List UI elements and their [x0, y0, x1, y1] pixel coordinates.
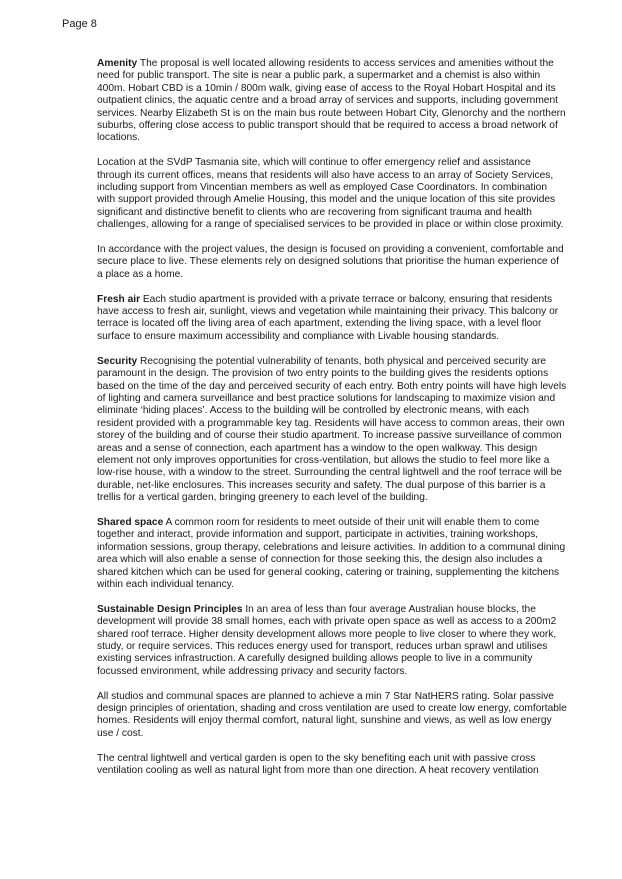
paragraph-amenity [97, 58, 567, 145]
paragraph-text: Location at the SVdP Tasmania site, which will continue to offer emergency relief and assistance through its current offices, means that residents will also have access to an array of Society Services, including support from Vincentian members as well as employed Case Coordinators. In combination with support provided through Amelie Housing, this model and the unique location of this site provides significant and distinctive benefit to clients who are recovering from significant trauma and health challenges, allowing for a range of specialised services to be provided in place or within close proximity. [97, 157, 564, 231]
paragraph-central-lightwell [97, 753, 567, 778]
paragraph-project-values [97, 244, 567, 281]
paragraph-text: In an area of less than four average Australian house blocks, the development will provide 38 small homes, each with private open space as well as access to a 200m2 shared roof terrace. Higher density development allows more people to live closer to where they work, study, or require services. This reduces energy used for transport, reduces urban sprawl and utilises existing services infrastruction. A carefully designed building allows people to live in a community focussed environment, while addressing privacy and security factors. [97, 603, 557, 677]
paragraph-text: Recognising the potential vulnerability of tenants, both physical and perceived security are paramount in the design. The provision of two entry points to the building gives the residents options based on the time of the day and perceived security of each entry. Both entry points will have high levels of lighting and camera surveillance and best practice solutions for landscaping to maximize vision and eliminate ‘hiding places’. Access to the building will be controlled by electronic means, with each resident provided with a programmable key tag. Residents will have access to common areas, their own storey of the building and of course their studio apartment. To increase passive surveillance of common areas and a sense of connection, each apartment has a window to the open walkway. This design element not only improves opportunities for cross-ventilation, but allows the studio to feel more like a low-rise house, with a window to the street. Surrounding the central lightwell and the roof terrace will be durable, net-like enclosures. This increases security and safety. The dual purpose of this barrier is a trellis for a vertical garden, bringing greenery to each level of the building. [97, 355, 567, 504]
paragraph-nathers-rating [97, 691, 567, 741]
paragraph-heading: Sustainable Design Principles [97, 603, 243, 615]
paragraph-location [97, 157, 567, 231]
paragraph-text: A common room for residents to meet outside of their unit will enable them to come together and interact, provide information and support, participate in activities, training workshops, information sessions, group therapy, celebrations and leisure activities. In addition to a communal dining area which will also enable a sense of connection for those seeking this, the design also includes a shared kitchen which can be used for general cooking, catering or training, supplementing the kitchens within each individual tenancy. [97, 516, 566, 590]
paragraph-sustainable-design [97, 604, 567, 678]
paragraph-text: In accordance with the project values, the design is focused on providing a convenient, comfortable and secure place to live. These elements rely on designed solutions that prioritise the human experience of a place as a home. [97, 244, 564, 280]
paragraph-heading: Fresh air [97, 293, 141, 305]
page-number: Page 8 [62, 18, 97, 30]
paragraph-text: All studios and communal spaces are planned to achieve a min 7 Star NatHERS rating. Solar passive design principles of orientation, shading and cross ventilation are used to create low energy, comfortable homes. Residents will enjoy thermal comfort, natural light, sunshine and views, as well as low energy use / cost. [97, 690, 567, 739]
paragraph-heading: Security [97, 355, 138, 367]
paragraph-shared-space [97, 517, 567, 591]
paragraph-text: The proposal is well located allowing residents to access services and amenities without the need for public transport. The site is near a public park, a supermarket and a chemist is also within 400m. Hobart CBD is a 10min / 800m walk, giving ease of access to the Royal Hobart Hospital and its outpatient clinics, the aquatic centre and a broad array of services and supports, including government services. Nearby Elizabeth St is on the main bus route between Hobart City, Glenorchy and the northern suburbs, offering close access to public transport should that be required to access a broad network of locations. [97, 58, 566, 144]
paragraph-security [97, 356, 567, 505]
document-body [97, 58, 567, 790]
paragraph-text: The central lightwell and vertical garden is open to the sky benefiting each unit with passive cross ventilation cooling as well as natural light from more than one direction. A heat recovery ventilation [97, 752, 539, 777]
paragraph-heading: Amenity [97, 58, 138, 69]
paragraph-heading: Shared space [97, 516, 164, 528]
paragraph-text: Each studio apartment is provided with a private terrace or balcony, ensuring that residents have access to fresh air, sunlight, views and vegetation while maintaining their privacy. This balcony or terrace is located off the living area of each apartment, extending the living space, with a level floor surface to ensure maximum accessibility and compliance with Livable housing standards. [97, 293, 559, 342]
paragraph-fresh-air [97, 294, 567, 344]
